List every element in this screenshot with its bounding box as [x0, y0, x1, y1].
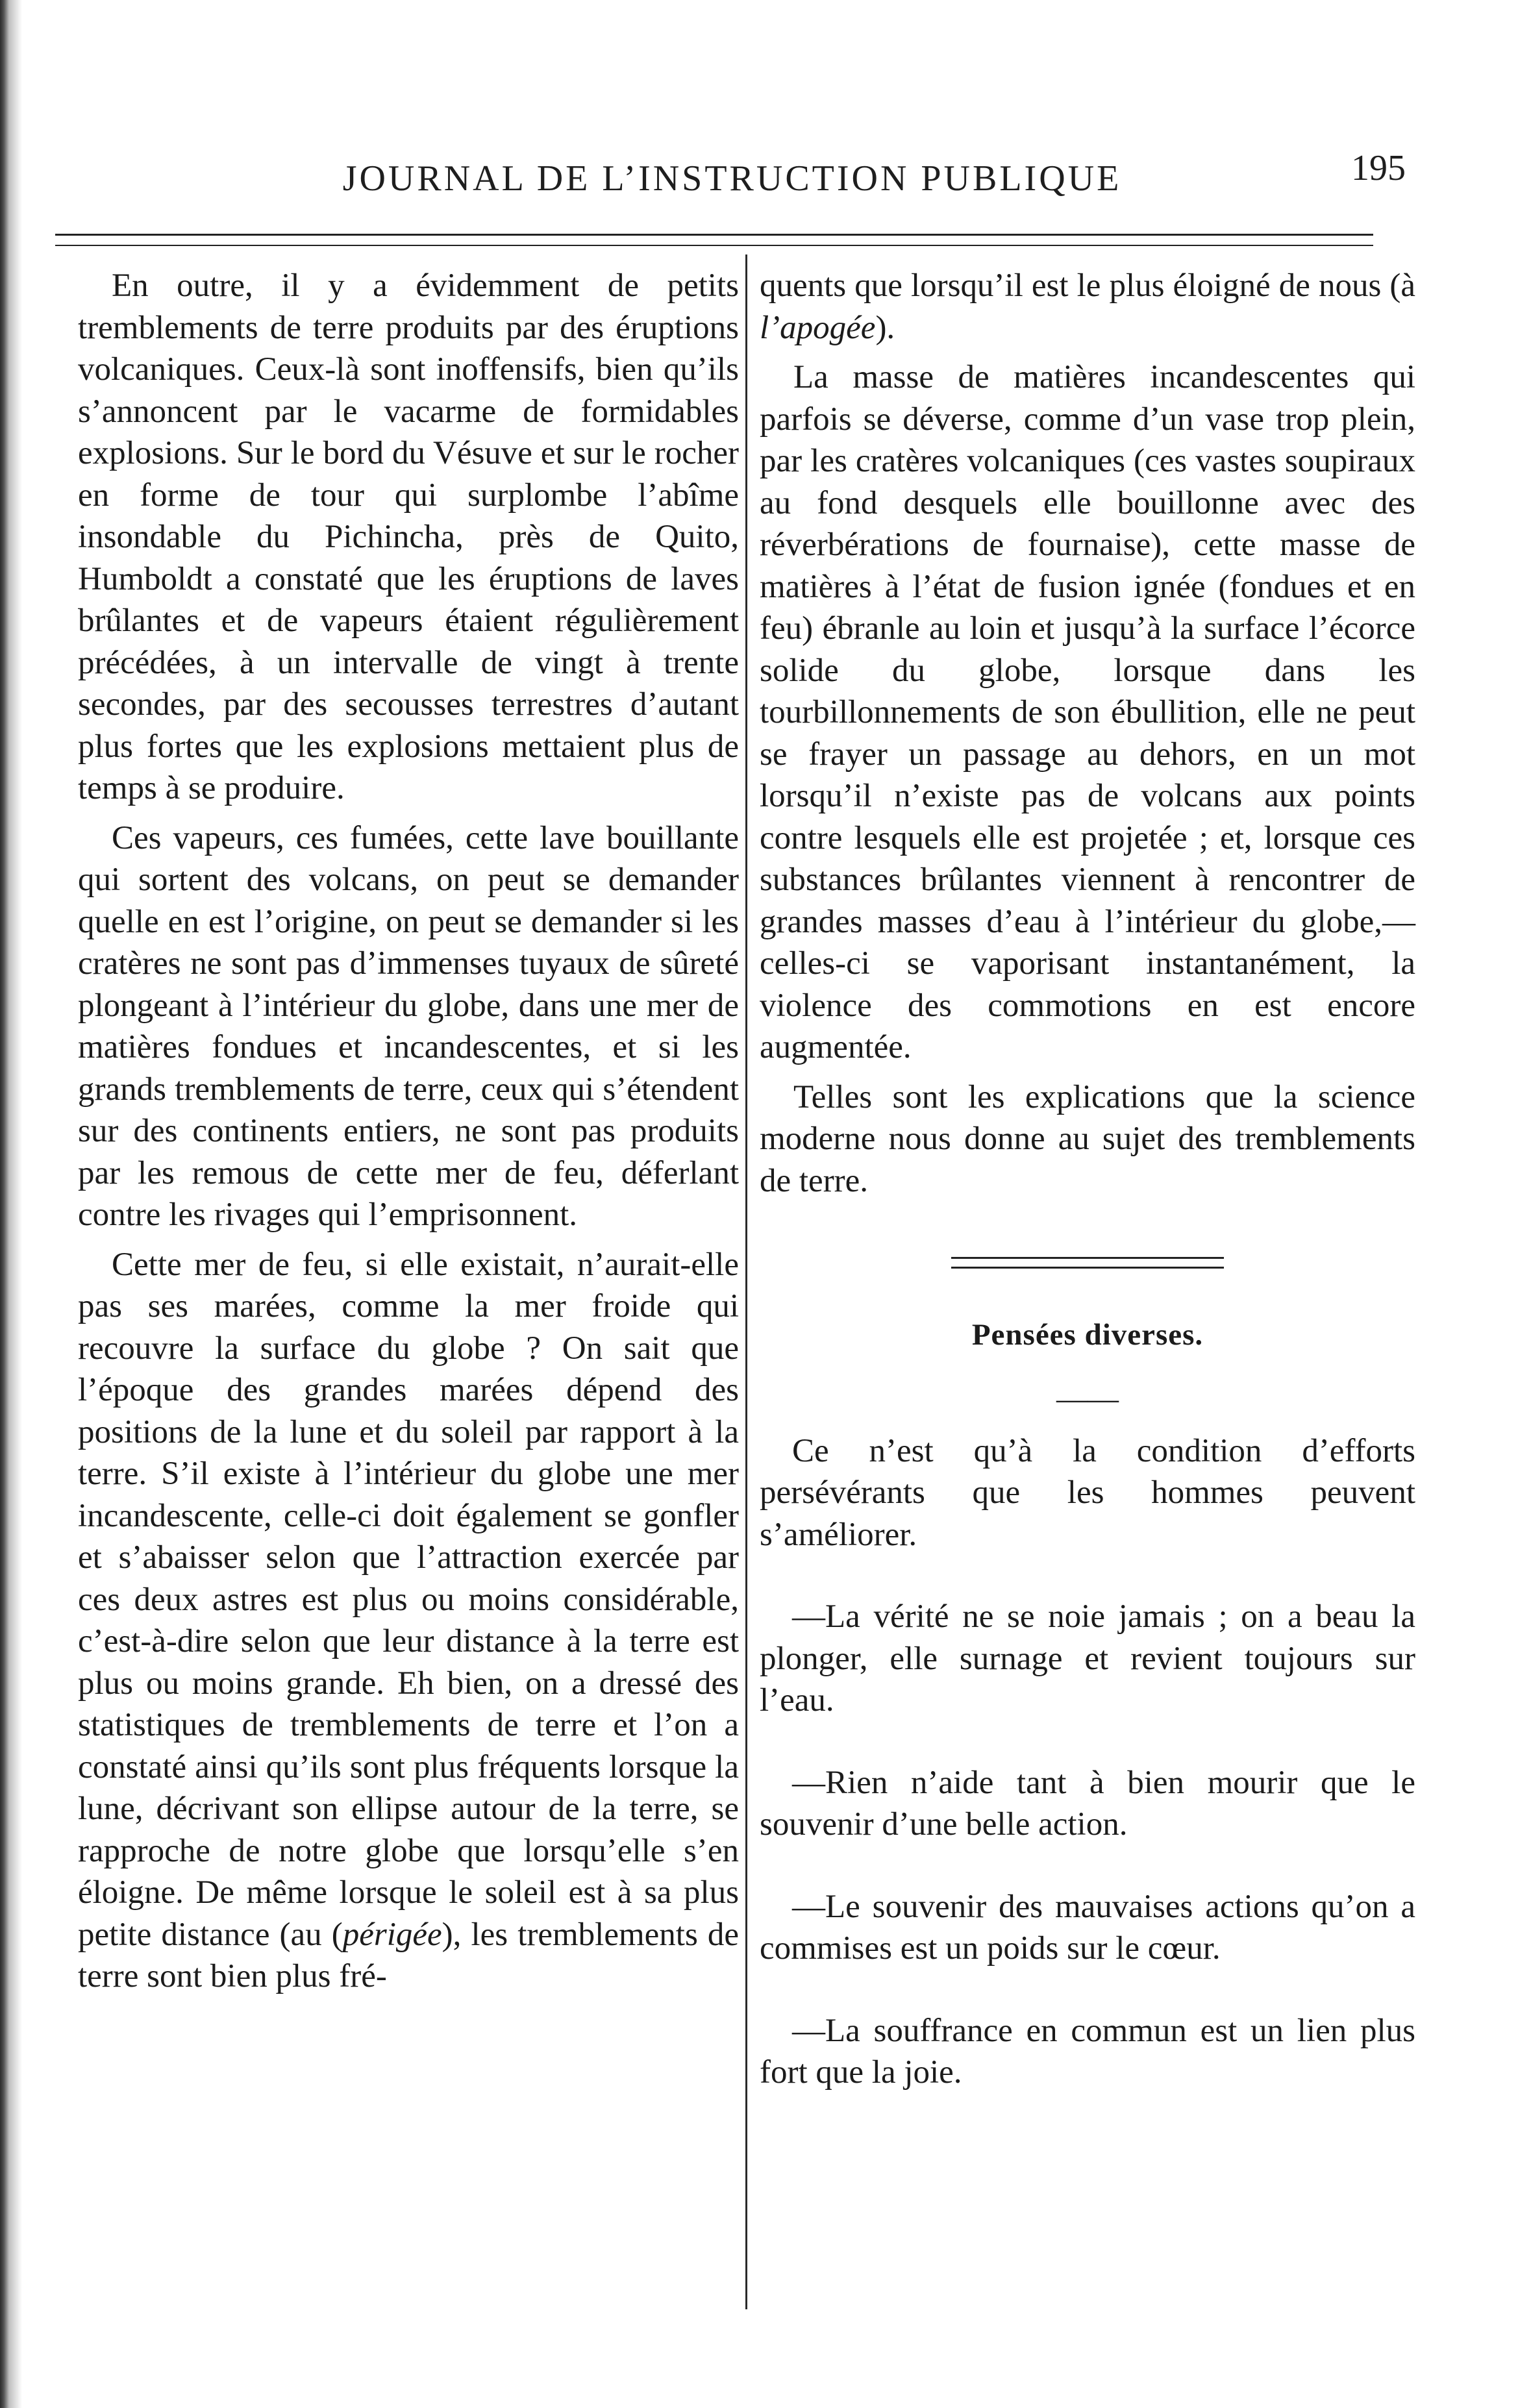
thought-spacer [760, 1556, 1415, 1596]
paragraph-modern-science: Telles sont les explications que la science moderne nous donne au sujet des tremblements de terre. [760, 1078, 1415, 1199]
paragraph-fire-sea-tail: ), les tremblements de terre sont bien plus fré- [78, 1916, 739, 1994]
thought-spacer [760, 1970, 1415, 2010]
italic-perigee: périgée [342, 1916, 442, 1953]
paragraph-continuation [760, 265, 1415, 349]
running-title: JOURNAL DE L’INSTRUCTION PUBLIQUE [342, 158, 1122, 199]
page-header [58, 140, 1406, 211]
column-divider [745, 254, 747, 2309]
paragraph-volcano-origin: Ces vapeurs, ces fumées, cette lave bouillante qui sortent des volcans, on peut se demander quelle en est l’origine, on peut se demander si les cratères ne sont pas d’immenses tuyaux de sûreté plongeant à l’intérieur du globe, dans une mer de matières fondues et incandescentes, et si les grands tremblements de terre, ceux qui s’étendent sur des continents entiers, ne sont pas produits par les remous de cette mer de feu, déferlant contre les rivages qui l’emprisonnent. [78, 819, 739, 1233]
thought-item: Ce n’est qu’à la condition d’efforts persévérants que les hommes peuvent s’améliorer. [760, 1432, 1415, 1553]
thought-spacer [760, 1722, 1415, 1762]
paragraph-incandescent-mass: La masse de matières incandescentes qui parfois se déverse, comme d’un vase trop plein, par les cratères volcaniques (ces vastes soupiraux au fond desquels elle bouillonne avec des réverbérations de fournaise), cette masse de matières à l’état de fusion ignée (fondues et en feu) ébranle au loin et jusqu’à la surface l’écorce solide du globe, lorsque dans les tourbillonnements de son ébullition, elle ne peut se frayer un passage au dehors, en un mot lorsqu’il n’existe pas de volcans aux points contre lesquels elle est projetée ; et, lorsque ces substances brûlantes viennent à rencontrer de grandes masses d’eau à l’intérieur du globe,—celles-ci se vaporisant instantanément, la violence des commotions en est encore augmentée. [760, 359, 1415, 1065]
continuation-end: ). [875, 309, 895, 346]
scan-edge-shadow [0, 0, 22, 2408]
thought-item: —Rien n’aide tant à bien mourir que le souvenir d’une belle action. [760, 1764, 1415, 1843]
section-title: Pensées diverses. [971, 1318, 1204, 1352]
right-column [760, 265, 1415, 2310]
thought-item: —Le souvenir des mauvaises actions qu’on a commises est un poids sur le cœur. [760, 1888, 1415, 1967]
thought-spacer [760, 1846, 1415, 1886]
page-number: 195 [1351, 148, 1406, 188]
italic-apogee: l’apogée [760, 309, 876, 346]
section-dash: —— [1056, 1381, 1119, 1416]
left-column [78, 265, 739, 2310]
continuation-text: quents que lorsqu’il est le plus éloigné de nous (à [760, 267, 1415, 304]
section-double-rule [951, 1257, 1224, 1269]
thought-item: —La souffrance en commun est un lien plus fort que la joie. [760, 2012, 1415, 2091]
header-double-rule [55, 234, 1373, 246]
thought-item: —La vérité ne se noie jamais ; on a beau la plonger, elle surnage et revient toujours sur l’eau. [760, 1598, 1415, 1719]
paragraph-fire-sea-tides: Cette mer de feu, si elle existait, n’aurait-elle pas ses marées, comme la mer froide qui recouvre la surface du globe ? On sait que l’époque des grandes marées dépend des positions de la lune et du soleil par rapport à la terre. S’il existe à l’intérieur du globe une mer incandescente, celle-ci doit également se gonfler et s’abaisser selon que l’attraction exercée par ces deux astres est plus ou moins considérable, c’est-à-dire selon que leur distance à la terre est plus ou moins grande. Eh bien, on a dressé des statistiques de tremblements de terre et l’on a constaté ainsi qu’ils sont plus fréquents lorsque la lune, décrivant son ellipse autour de la terre, se rapproche de notre globe que lorsqu’elle s’en éloigne. De même lorsque le soleil est à sa plus petite distance (au (périgée), les tremblements de terre sont bien plus fré- [78, 1246, 739, 1994]
paragraph-fire-sea-text: Cette mer de feu, si elle existait, n’aurait-elle pas ses marées, comme la mer froide qui recouvre la surface du globe ? On sait que l’époque des grandes marées dépend des positions de la lune et du soleil par rapport à la terre. S’il existe à l’intérieur du globe une mer incandescente, celle-ci doit également se gonfler et s’abaisser selon que l’attraction exercée par ces deux astres est plus ou moins considérable, c’est-à-dire selon que leur distance à la terre est plus ou moins grande. Eh bien, on a dressé des statistiques de tremblements de terre et l’on a constaté ainsi qu’ils sont plus fréquents lorsque la lune, décrivant son ellipse autour de la terre, se rapproche de notre globe que lorsqu’elle s’en éloigne. De même lorsque le soleil est à sa plus petite distance (au [78, 1246, 739, 1953]
paragraph-volcanic-tremors: En outre, il y a évidemment de petits tremblements de terre produits par des éruptions volcaniques. Ceux-là sont inoffensifs, bien qu’ils s’annoncent par le vacarme de formidables explosions. Sur le bord du Vésuve et sur le rocher en forme de tour qui surplombe l’abîme insondable du Pichincha, près de Quito, Humboldt a constaté que les éruptions de laves brûlantes et de vapeurs étaient régulièrement précédées, à un intervalle de vingt à trente secondes, par des secousses terrestres d’autant plus fortes que les explosions mettaient plus de temps à se produire. [78, 267, 739, 806]
